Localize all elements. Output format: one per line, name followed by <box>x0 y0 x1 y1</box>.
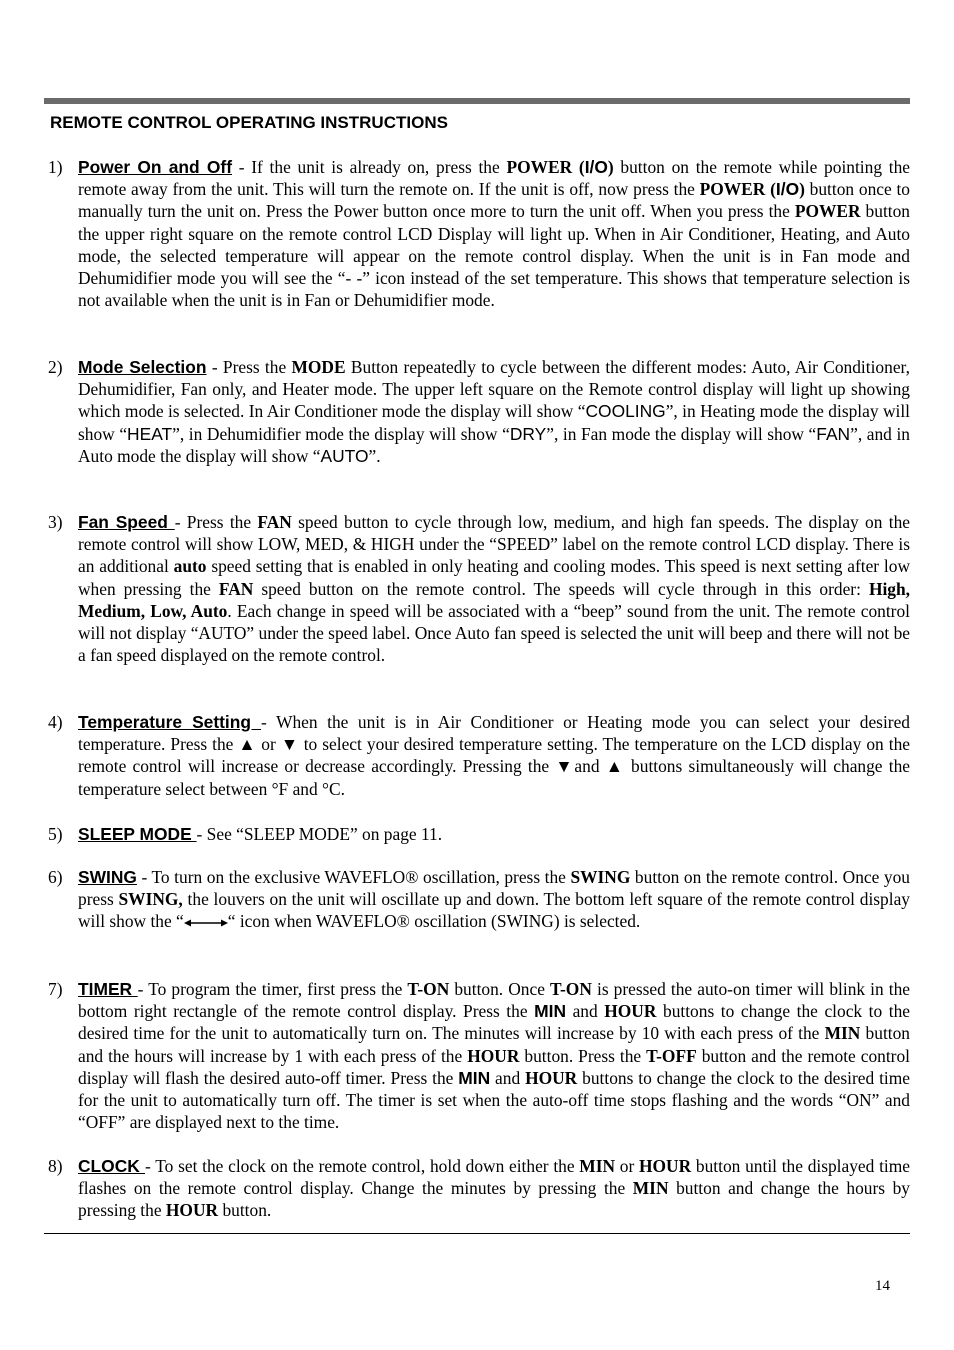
item-title: SWING <box>78 867 137 887</box>
item-number: 1) <box>48 157 63 177</box>
item-number: 2) <box>48 357 63 377</box>
item-title: Power On and Off <box>78 157 232 177</box>
instruction-swing: 6) SWING - To turn on the exclusive WAVEFLO® oscillation, press the SWING button on the remote control. Once you press SWING, the louvers on the unit will oscillate up and down. The bottom left square of the remote control display will show the “ “ icon when WAVEFLO® oscillation (SWING) is selected. <box>48 867 910 932</box>
instruction-temperature: 4) Temperature Setting - When the unit is in Air Conditioner or Heating mode you can select your desired temperature. Press the ▲ or ▼ to select your desired temperature setting. The temperature on the LCD display on the remote control will increase or decrease accordingly. Pressing the ▼and ▲ buttons simultaneously will change the temperature select between °F and °C. <box>48 712 910 799</box>
item-title: Temperature Setting <box>78 712 262 732</box>
instruction-mode: 2) Mode Selection - Press the MODE Button repeatedly to cycle between the different modes: Auto, Air Conditioner, Dehumidifier, Fan only, and Heater mode. The upper left square on the Remote control display will light up showing which mode is selected. In Air Conditioner mode the display will show “COOLING”, in Heating mode the display will show “HEAT”, in Dehumidifier mode the display will show “DRY”, in Fan mode the display will show “FAN”, and in Auto mode the display will show “AUTO”. <box>48 357 911 466</box>
page-heading: REMOTE CONTROL OPERATING INSTRUCTIONS <box>50 113 448 132</box>
top-divider <box>44 98 910 104</box>
item-number: 5) <box>48 824 63 844</box>
item-title: TIMER <box>78 979 138 999</box>
bottom-divider <box>44 1233 910 1234</box>
instruction-power: 1) Power On and Off - If the unit is already on, press the POWER (I/O) button on the remote while pointing the remote away from the unit. This will turn the remote on. If the unit is off, now press the POWER (I/O) button once to manually turn the unit on. Press the Power button once more to turn the unit off. When you press the POWER button the upper right square on the remote control LCD Display will light up. When in Air Conditioner, Heating, and Auto mode, the selected temperature will appear on the remote control display. When the unit is in Fan mode and Dehumidifier mode you will see the “- -” icon instead of the set temperature. This shows that temperature selection is not available when the unit is in Fan or Dehumidifier mode. <box>48 157 911 311</box>
item-number: 7) <box>48 979 63 999</box>
item-title: CLOCK <box>78 1156 146 1176</box>
item-number: 4) <box>48 712 63 732</box>
instruction-clock: 8) CLOCK - To set the clock on the remote control, hold down either the MIN or HOUR button until the displayed time flashes on the remote control display. Change the minutes by pressing the MIN button and change the hours by pressing the HOUR button. <box>48 1156 910 1221</box>
item-number: 3) <box>48 512 63 532</box>
item-number: 6) <box>48 867 63 887</box>
page-number: 14 <box>875 1278 890 1294</box>
item-number: 8) <box>48 1156 63 1176</box>
item-title: SLEEP MODE <box>78 824 197 844</box>
instruction-sleep-mode: 5) SLEEP MODE - See “SLEEP MODE” on page 11. <box>48 824 443 844</box>
item-title: Mode Selection <box>78 357 207 377</box>
item-title: Fan Speed <box>78 512 175 532</box>
double-arrow-icon <box>184 918 228 928</box>
instruction-fan-speed: 3) Fan Speed - Press the FAN speed button to cycle through low, medium, and high fan speeds. The display on the remote control will show LOW, MED, & HIGH under the “SPEED” label on the remote control LCD display. There is an additional auto speed setting that is enabled in only heating and cooling modes. This speed is next setting after low when pressing the FAN speed button on the remote control. The speeds will cycle through in this order: High, Medium, Low, Auto. Each change in speed will be associated with a “beep” sound from the unit. The remote control will not display “AUTO” under the speed label. Once Auto fan speed is selected the unit will beep and there will not be a fan speed displayed on the remote control. <box>48 512 911 666</box>
instruction-timer: 7) TIMER - To program the timer, first press the T-ON button. Once T-ON is pressed the auto-on timer will blink in the bottom right rectangle of the remote control display. Press the MIN and HOUR buttons to change the clock to the desired time for the unit to automatically turn on. The minutes will increase by 10 with each press of the MIN button and the hours will increase by 1 with each press of the HOUR button. Press the T-OFF button and the remote control display will flash the desired auto-off timer. Press the MIN and HOUR buttons to change the clock to the desired time for the unit to automatically turn off. The timer is set when the auto-off time stops flashing and the words “ON” and “OFF” are displayed next to the time. <box>48 979 911 1133</box>
